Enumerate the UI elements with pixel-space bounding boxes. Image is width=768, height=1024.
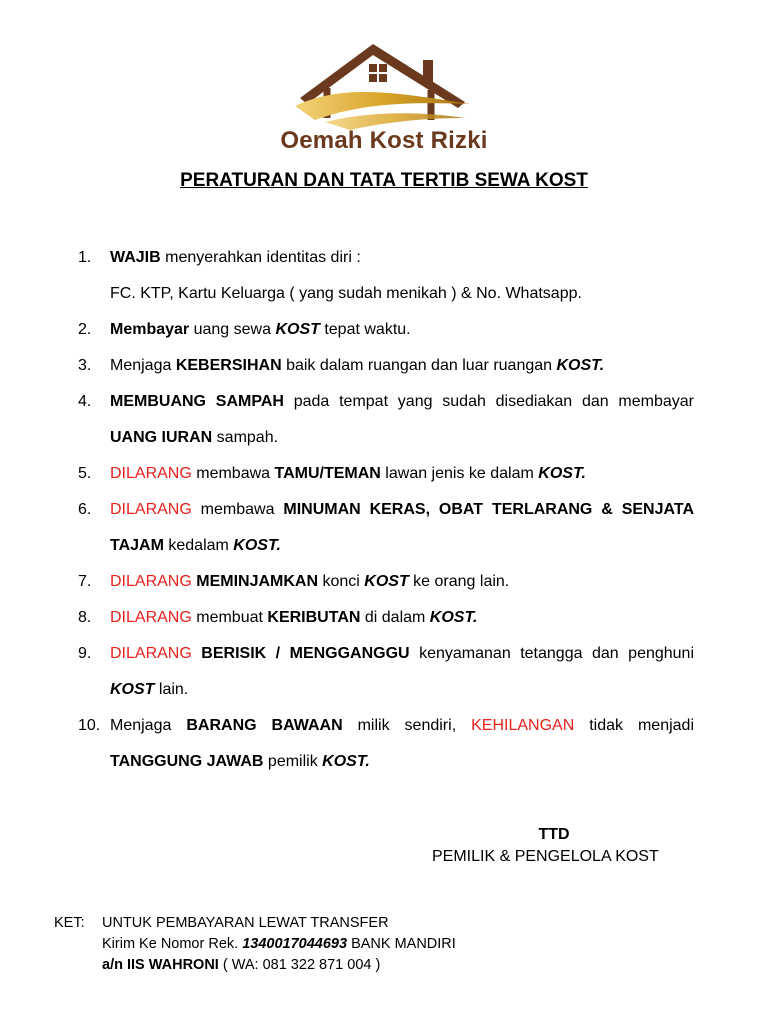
brand-name: Oemah Kost Rizki <box>280 127 488 154</box>
rule-number: 4. <box>78 393 92 410</box>
note-line-1: UNTUK PEMBAYARAN LEWAT TRANSFER <box>102 915 389 931</box>
rule-item-9 <box>78 636 694 708</box>
account-name: a/n IIS WAHRONI <box>102 957 219 973</box>
rule-text: MEMBUANG SAMPAH pada tempat yang sudah disediakan dan membayar UANG IURAN sampah. <box>110 393 695 446</box>
rule-number: 10. <box>78 717 101 734</box>
rule-number: 5. <box>78 465 92 482</box>
payment-note <box>54 913 456 976</box>
rule-text: DILARANG membawa MINUMAN KERAS, OBAT TERLARANG & SENJATA TAJAM kedalam KOST. <box>110 501 694 554</box>
signature-block <box>410 826 690 866</box>
rule-text: Menjaga BARANG BAWAAN milik sendiri, KEHILANGAN tidak menjadi TANGGUNG JAWAB pemilik KOST. <box>110 717 695 770</box>
note-line-3: a/n IIS WAHRONI ( WA: 081 322 871 004 ) <box>102 957 381 973</box>
rule-number: 8. <box>78 609 92 626</box>
rule-number: 6. <box>78 501 92 518</box>
rule-text: DILARANG MEMINJAMKAN konci KOST ke orang lain. <box>110 573 510 590</box>
account-number: 1340017044693 <box>242 936 348 952</box>
rule-text: DILARANG membuat KERIBUTAN di dalam KOST. <box>110 609 478 626</box>
rule-text: DILARANG BERISIK / MENGGANGGU kenyamanan tetangga dan penghuni KOST lain. <box>110 645 695 698</box>
house-logo-icon <box>255 36 515 131</box>
note-body <box>102 913 456 976</box>
rule-number: 7. <box>78 573 92 590</box>
rule-item-3 <box>78 348 694 384</box>
rules-list <box>78 240 694 780</box>
rule-item-5 <box>78 456 694 492</box>
rule-number: 9. <box>78 645 92 662</box>
rule-item-1 <box>78 240 694 312</box>
rule-item-7 <box>78 564 694 600</box>
rule-number: 3. <box>78 357 92 374</box>
rule-item-2 <box>78 312 694 348</box>
rule-number: 2. <box>78 321 92 338</box>
rule-item-10 <box>78 708 694 780</box>
signature-ttd: TTD <box>538 826 570 843</box>
rule-text: WAJIB menyerahkan identitas diri : FC. KTP, Kartu Keluarga ( yang sudah menikah ) & No. Whatsapp. <box>110 249 582 302</box>
rule-text: Membayar uang sewa KOST tepat waktu. <box>110 321 411 338</box>
document-title: PERATURAN DAN TATA TERTIB SEWA KOST <box>180 170 588 191</box>
note-label: KET: <box>54 915 85 931</box>
signature-owner: PEMILIK & PENGELOLA KOST <box>432 848 659 865</box>
rule-item-6 <box>78 492 694 564</box>
rule-item-4 <box>78 384 694 456</box>
rule-text: Menjaga KEBERSIHAN baik dalam ruangan dan luar ruangan KOST. <box>110 357 605 374</box>
rule-item-8 <box>78 600 694 636</box>
rule-text: DILARANG membawa TAMU/TEMAN lawan jenis ke dalam KOST. <box>110 465 586 482</box>
rule-number: 1. <box>78 249 92 266</box>
note-line-2: Kirim Ke Nomor Rek. 1340017044693 BANK MANDIRI <box>102 936 456 952</box>
